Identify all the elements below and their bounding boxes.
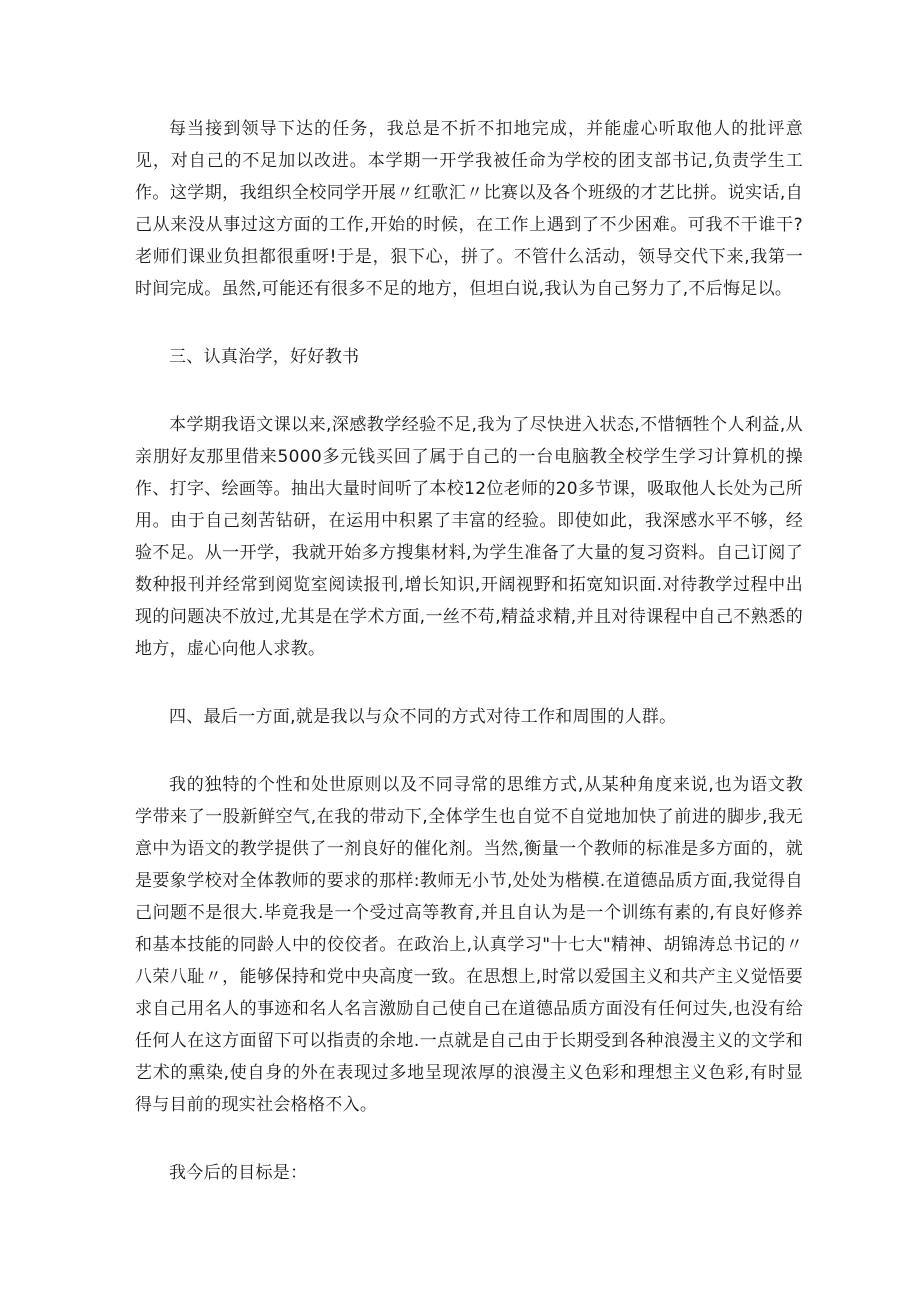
- paragraph-task-completion: 每当接到领导下达的任务，我总是不折不扣地完成，并能虚心听取他人的批评意见，对自己的不足加以改进。本学期一开学我被任命为学校的团支部书记,负责学生工作。这学期，我组织全校同学开展〃红歌汇〃比赛以及各个班级的才艺比拼。说实话,自己从来没从事过这方面的工作,开始的时候，在工作上遇到了不少困难。可我不干谁干?老师们课业负担都很重呀!于是，狠下心，拼了。不管什么活动，领导交代下来,我第一时间完成。虽然,可能还有很多不足的地方，但坦白说,我认为自己努力了,不后悔足以。: [135, 119, 803, 299]
- paragraph-teaching-experience: 本学期我语文课以来,深感教学经验不足,我为了尽快进入状态,不惜牺牲个人利益,从亲朋好友那里借来5000多元钱买回了属于自己的一台电脑教全校学生学习计算机的操作、打字、绘画等。抽出大量时间听了本校12位老师的20多节课，吸取他人长处为己所用。由于自己刻苦钻研，在运用中积累了丰富的经验。即使如此，我深感水平不够，经验不足。从一开学，我就开始多方搜集材料,为学生准备了大量的复习资料。自己订阅了数种报刊并经常到阅览室阅读报刊,增长知识,开阔视野和拓宽知识面.对待教学过程中出现的问题决不放过,尤其是在学术方面,一丝不苟,精益求精,并且对待课程中自己不熟悉的地方，虚心向他人求教。: [135, 415, 803, 659]
- goals-heading: 我今后的目标是：: [169, 1163, 308, 1183]
- document-page: [135, 113, 803, 1189]
- paragraph-personality: 我的独特的个性和处世原则以及不同寻常的思维方式,从某种角度来说,也为语文教学带来了一股新鲜空气,在我的带动下,全体学生也自觉不自觉地加快了前进的脚步,我无意中为语文的教学提供了一剂良好的催化剂。当然,衡量一个教师的标准是多方面的，就是要象学校对全体教师的要求的那样:教师无小节,处处为楷模.在道德品质方面,我觉得自己问题不是很大.毕竟我是一个受过高等教育,并且自认为是一个训练有素的,有良好修养和基本技能的同龄人中的佼佼者。在政治上,认真学习"十七大"精神、胡锦涛总书记的〃八荣八耻〃，能够保持和党中央高度一致。在思想上,时常以爱国主义和共产主义觉悟要求自己用名人的事迹和名人名言激励自己使自己在道德品质方面没有任何过失,也没有给任何人在这方面留下可以指责的余地.一点就是自己由于长期受到各种浪漫主义的文学和艺术的熏染,使自身的外在表现过多地呈现浓厚的浪漫主义色彩和理想主义色彩,有时显得与目前的现实社会格格不入。: [135, 775, 803, 1115]
- section-heading-teaching: 三、认真治学，好好教书: [169, 347, 360, 367]
- section-heading-attitude: 四、最后一方面,就是我以与众不同的方式对待工作和周围的人群。: [169, 707, 677, 727]
